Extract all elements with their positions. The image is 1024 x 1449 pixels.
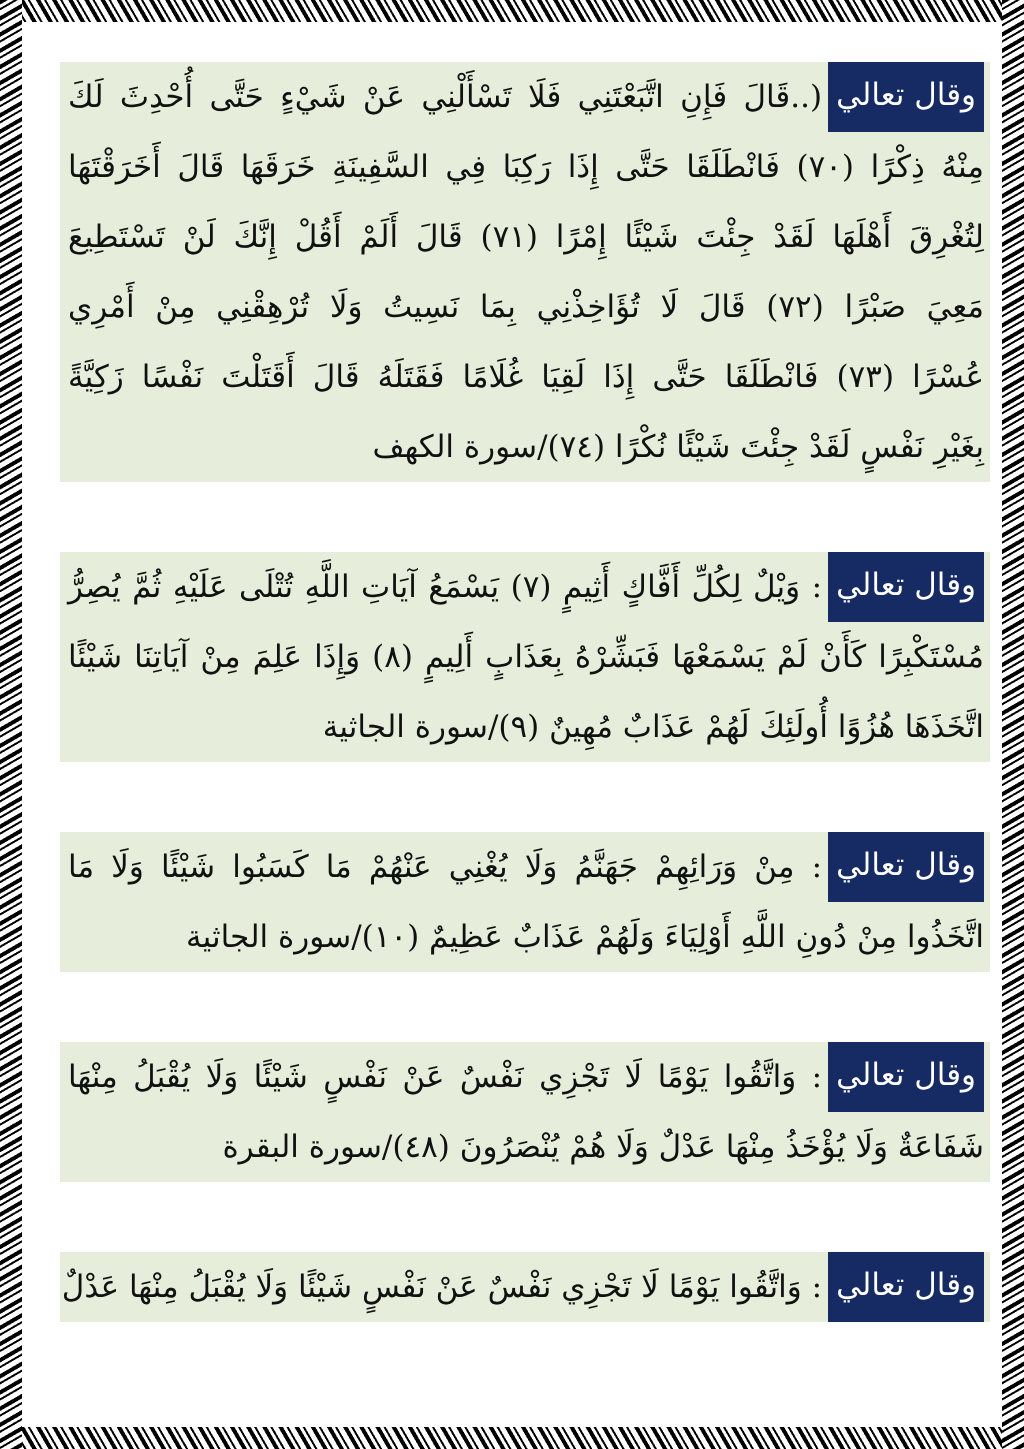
verse-label: وقال تعالي xyxy=(828,552,984,622)
verse-text: : وَاتَّقُوا يَوْمًا لَا تَجْزِي نَفْسٌ عَنْ نَفْسٍ شَيْئًا وَلَا يُقْبَلُ مِنْهَا عَدْلٌ xyxy=(61,1269,823,1305)
verse-text: اتَّخَذُوا مِنْ دُونِ اللَّهِ أَوْلِيَاءَ وَلَهُمْ عَذَابٌ عَظِيمٌ (١٠)/سورة الجاثية xyxy=(186,919,984,955)
verse-line xyxy=(60,202,990,272)
verse-line xyxy=(60,692,990,762)
verse-label: وقال تعالي xyxy=(828,832,984,902)
page-border-right xyxy=(1002,0,1024,1449)
document-content xyxy=(60,62,990,1322)
verse-line xyxy=(60,832,990,902)
verse-text: عُسْرًا (٧٣) فَانْطَلَقَا حَتَّى إِذَا لَقِيَا غُلَامًا فَقَتَلَهُ قَالَ أَقَتَلْتَ نَفْسًا زَكِيَّةً xyxy=(68,359,984,395)
verse-line xyxy=(60,1042,990,1112)
verse-line xyxy=(60,902,990,972)
verse-line xyxy=(60,1112,990,1182)
verse-block-jathiya-1 xyxy=(60,552,990,762)
verse-line xyxy=(60,62,990,132)
verse-line xyxy=(60,412,990,482)
verse-line xyxy=(60,272,990,342)
verse-block-baqara-1 xyxy=(60,1042,990,1182)
page-border-bottom xyxy=(0,1427,1024,1449)
verse-text: اتَّخَذَهَا هُزُوًا أُولَئِكَ لَهُمْ عَذَابٌ مُهِينٌ (٩)/سورة الجاثية xyxy=(322,709,984,745)
verse-text: مَعِيَ صَبْرًا (٧٢) قَالَ لَا تُؤَاخِذْنِي بِمَا نَسِيتُ وَلَا تُرْهِقْنِي مِنْ أَمْرِي xyxy=(68,289,984,325)
verse-text: : وَيْلٌ لِكُلِّ أَفَّاكٍ أَثِيمٍ (٧) يَسْمَعُ آيَاتِ اللَّهِ تُتْلَى عَلَيْهِ ثُمَّ يُصِرُّ xyxy=(68,569,823,605)
verse-line xyxy=(60,552,990,622)
verse-text: مِنْهُ ذِكْرًا (٧٠) فَانْطَلَقَا حَتَّى إِذَا رَكِبَا فِي السَّفِينَةِ خَرَقَهَا قَالَ أَخَرَقْتَهَا xyxy=(68,149,984,185)
verse-text: : مِنْ وَرَائِهِمْ جَهَنَّمُ وَلَا يُغْنِي عَنْهُمْ مَا كَسَبُوا شَيْئًا وَلَا مَا xyxy=(68,849,823,885)
verse-line xyxy=(60,132,990,202)
verse-label: وقال تعالي xyxy=(828,62,984,132)
verse-line xyxy=(60,1252,990,1322)
verse-text: (..قَالَ فَإِنِ اتَّبَعْتَنِي فَلَا تَسْأَلْنِي عَنْ شَيْءٍ حَتَّى أُحْدِثَ لَكَ xyxy=(68,79,823,115)
verse-text: شَفَاعَةٌ وَلَا يُؤْخَذُ مِنْهَا عَدْلٌ وَلَا هُمْ يُنْصَرُونَ (٤٨)/سورة البقرة xyxy=(222,1129,984,1165)
verse-text: لِتُغْرِقَ أَهْلَهَا لَقَدْ جِئْتَ شَيْئًا إِمْرًا (٧١) قَالَ أَلَمْ أَقُلْ إِنَّكَ لَنْ تَسْتَطِيعَ xyxy=(68,219,984,255)
verse-text: : وَاتَّقُوا يَوْمًا لَا تَجْزِي نَفْسٌ عَنْ نَفْسٍ شَيْئًا وَلَا يُقْبَلُ مِنْهَا xyxy=(68,1059,823,1095)
verse-line xyxy=(60,342,990,412)
verse-label: وقال تعالي xyxy=(828,1252,984,1322)
verse-label: وقال تعالي xyxy=(828,1042,984,1112)
verse-block-kahf xyxy=(60,62,990,482)
page-border-left xyxy=(0,0,22,1449)
page-border-top xyxy=(0,0,1024,22)
verse-block-baqara-2 xyxy=(60,1252,990,1322)
verse-block-jathiya-2 xyxy=(60,832,990,972)
verse-text: بِغَيْرِ نَفْسٍ لَقَدْ جِئْتَ شَيْئًا نُكْرًا (٧٤)/سورة الكهف xyxy=(372,429,984,465)
verse-line xyxy=(60,622,990,692)
verse-text: مُسْتَكْبِرًا كَأَنْ لَمْ يَسْمَعْهَا فَبَشِّرْهُ بِعَذَابٍ أَلِيمٍ (٨) وَإِذَا عَلِمَ مِنْ آيَاتِنَا شَيْئًا xyxy=(68,639,985,675)
